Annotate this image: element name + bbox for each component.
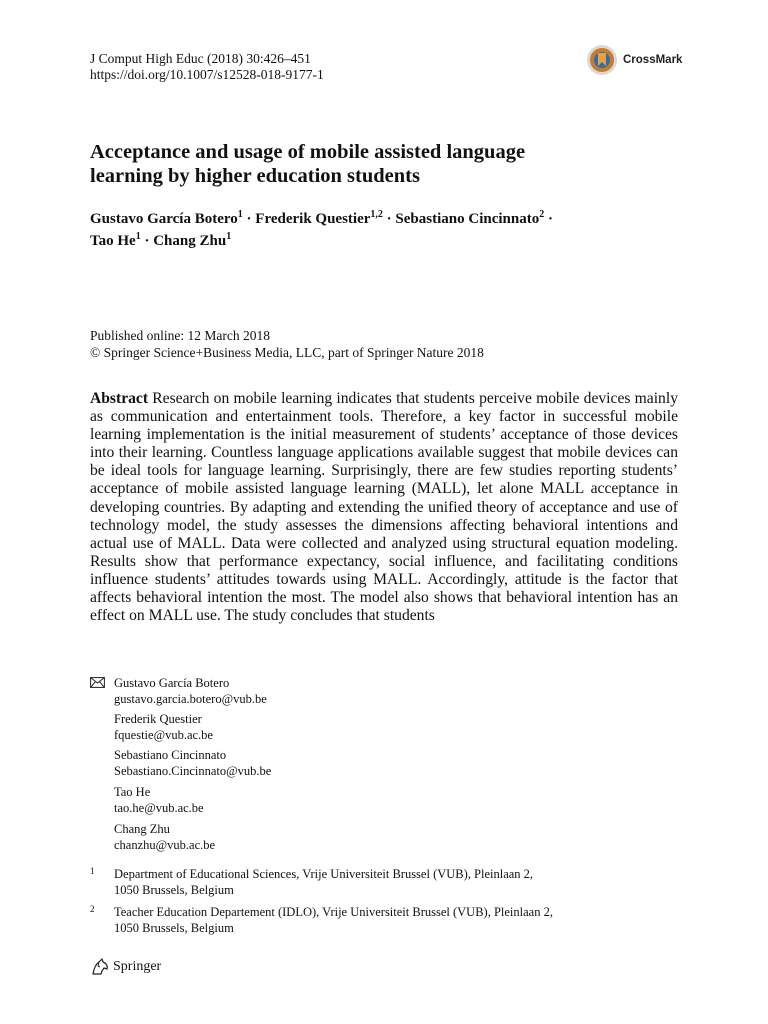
publisher-logo xyxy=(90,958,161,976)
affiliation-line: 1050 Brussels, Belgium xyxy=(114,921,234,935)
contact-email[interactable]: chanzhu@vub.ac.be xyxy=(114,837,216,852)
publication-info xyxy=(90,327,484,361)
paper-title xyxy=(90,140,690,188)
copyright-notice: © Springer Science+Business Media, LLC, part of Springer Nature 2018 xyxy=(90,345,484,360)
author-affil-sup: 1 xyxy=(135,231,141,242)
author-affil-sup: 1 xyxy=(237,209,243,220)
affiliation-line: 1050 Brussels, Belgium xyxy=(114,883,234,897)
abstract-label: Abstract xyxy=(90,390,149,407)
crossmark-label: CrossMark xyxy=(623,54,683,66)
journal-citation: J Comput High Educ (2018) 30:426–451 xyxy=(90,51,311,66)
author-name: Chang Zhu xyxy=(153,233,227,249)
abstract-text: Research on mobile learning indicates that students perceive mobile devices mainly as communication and entertainment tools. Therefore, a key factor in successful mobile learning implementation is the initial measurement of students’ acceptance of those devices into their learning. Countless language applications available suggest that mobile devices can be ideal tools for language learning. Surprisingly, there are few studies reporting students’ acceptance of mobile assisted language learning (MALL), let alone MALL acceptance in developing countries. By adapting and extending the unified theory of acceptance and use of technology model, the study assesses the dimensions affecting behavioral intentions and actual use of MALL. Data were collected and analyzed using structural equation modeling. Results show that performance expectancy, social influence, and facilitating conditions influence students’ attitudes towards using MALL. Accordingly, attitude is the factor that affects behavioral intention the most. The model also shows that behavioral intention has an effect on MALL use. The study concludes that students xyxy=(90,390,678,625)
author-separator: · xyxy=(242,211,256,227)
author-name: Sebastiano Cincinnato xyxy=(395,211,540,227)
contact-name: Tao He xyxy=(114,785,151,799)
contact-name: Chang Zhu xyxy=(114,822,170,836)
contact-name: Frederik Questier xyxy=(114,712,202,726)
author-affil-sup: 1,2 xyxy=(370,209,383,220)
affiliation-number: 1 xyxy=(90,866,95,876)
contact-name: Gustavo García Botero xyxy=(114,676,230,690)
contact-email[interactable]: gustavo.garcia.botero@vub.be xyxy=(114,691,267,706)
doi-link[interactable]: https://doi.org/10.1007/s12528-018-9177-1 xyxy=(90,67,324,82)
author-separator: · xyxy=(382,211,396,227)
affiliation-line: Teacher Education Departement (IDLO), Vrije Universiteit Brussel (VUB), Pleinlaan 2, xyxy=(114,905,553,919)
author-affil-sup: 2 xyxy=(539,209,545,220)
crossmark-badge[interactable] xyxy=(586,42,696,78)
author-separator: · xyxy=(140,233,154,249)
title-line-2: learning by higher education students xyxy=(90,165,420,187)
author-separator: · xyxy=(544,211,553,227)
author-name: Gustavo García Botero xyxy=(90,211,238,227)
contact-email[interactable]: tao.he@vub.ac.be xyxy=(114,800,204,815)
contact-entry xyxy=(114,676,267,707)
contact-entry xyxy=(114,712,213,743)
title-line-1: Acceptance and usage of mobile assisted language xyxy=(90,141,526,163)
contact-entry xyxy=(114,748,271,779)
author-affil-sup: 1 xyxy=(226,231,232,242)
contact-email[interactable]: Sebastiano.Cincinnato@vub.be xyxy=(114,763,272,778)
crossmark-icon xyxy=(586,44,618,76)
author-name: Tao He xyxy=(90,233,136,249)
springer-horse-icon xyxy=(90,958,110,976)
contact-entry xyxy=(114,785,204,816)
published-date: Published online: 12 March 2018 xyxy=(90,328,270,343)
contact-email[interactable]: fquestie@vub.ac.be xyxy=(114,727,213,742)
contact-name: Sebastiano Cincinnato xyxy=(114,748,227,762)
publisher-name: Springer xyxy=(113,959,162,974)
envelope-icon xyxy=(90,677,105,688)
author-name: Frederik Questier xyxy=(255,211,371,227)
author-list xyxy=(90,208,690,252)
contact-entry xyxy=(114,822,215,853)
affiliation-number: 2 xyxy=(90,904,95,914)
affiliation-line: Department of Educational Sciences, Vrije Universiteit Brussel (VUB), Pleinlaan 2, xyxy=(114,867,534,881)
abstract xyxy=(90,390,678,625)
